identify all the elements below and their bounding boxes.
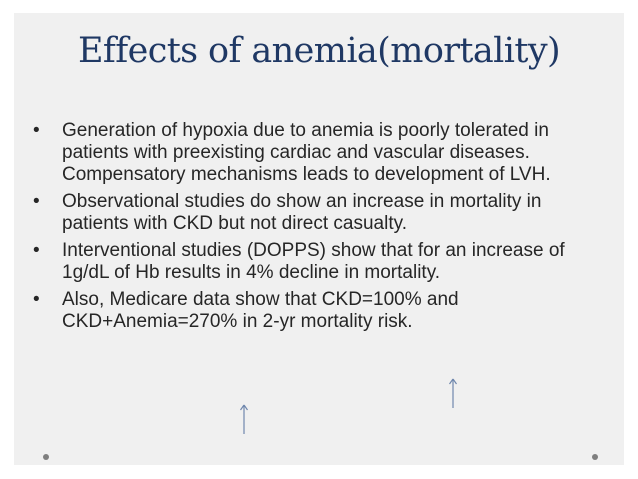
bullet-item: [33, 120, 613, 186]
bullet-text: Interventional studies (DOPPS) show that for an increase of 1g/dL of Hb results in 4% decline in mortality.: [62, 240, 565, 283]
up-arrow-icon: [447, 377, 459, 409]
up-arrow-icon: [238, 403, 250, 435]
bullet-text: Also, Medicare data show that CKD=100% and CKD+Anemia=270% in 2-yr mortality risk.: [62, 289, 459, 332]
bullet-list: [33, 120, 613, 338]
slide-title: Effects of anemia(mortality): [77, 31, 561, 71]
bullet-text: Generation of hypoxia due to anemia is poorly tolerated in patients with preexisting cardiac and vascular diseases. Compensatory mechanisms leads to development of LVH.: [62, 120, 551, 185]
dot-icon: [43, 454, 49, 460]
bullet-marker: •: [33, 240, 40, 261]
bullet-item: [33, 289, 613, 333]
bullet-marker: •: [33, 191, 40, 212]
bullet-item: [33, 191, 613, 235]
bullet-marker: •: [33, 120, 40, 141]
bullet-item: [33, 240, 613, 284]
bullet-marker: •: [33, 289, 40, 310]
dot-icon: [592, 454, 598, 460]
bullet-text: Observational studies do show an increase in mortality in patients with CKD but not direct casualty.: [62, 191, 542, 234]
